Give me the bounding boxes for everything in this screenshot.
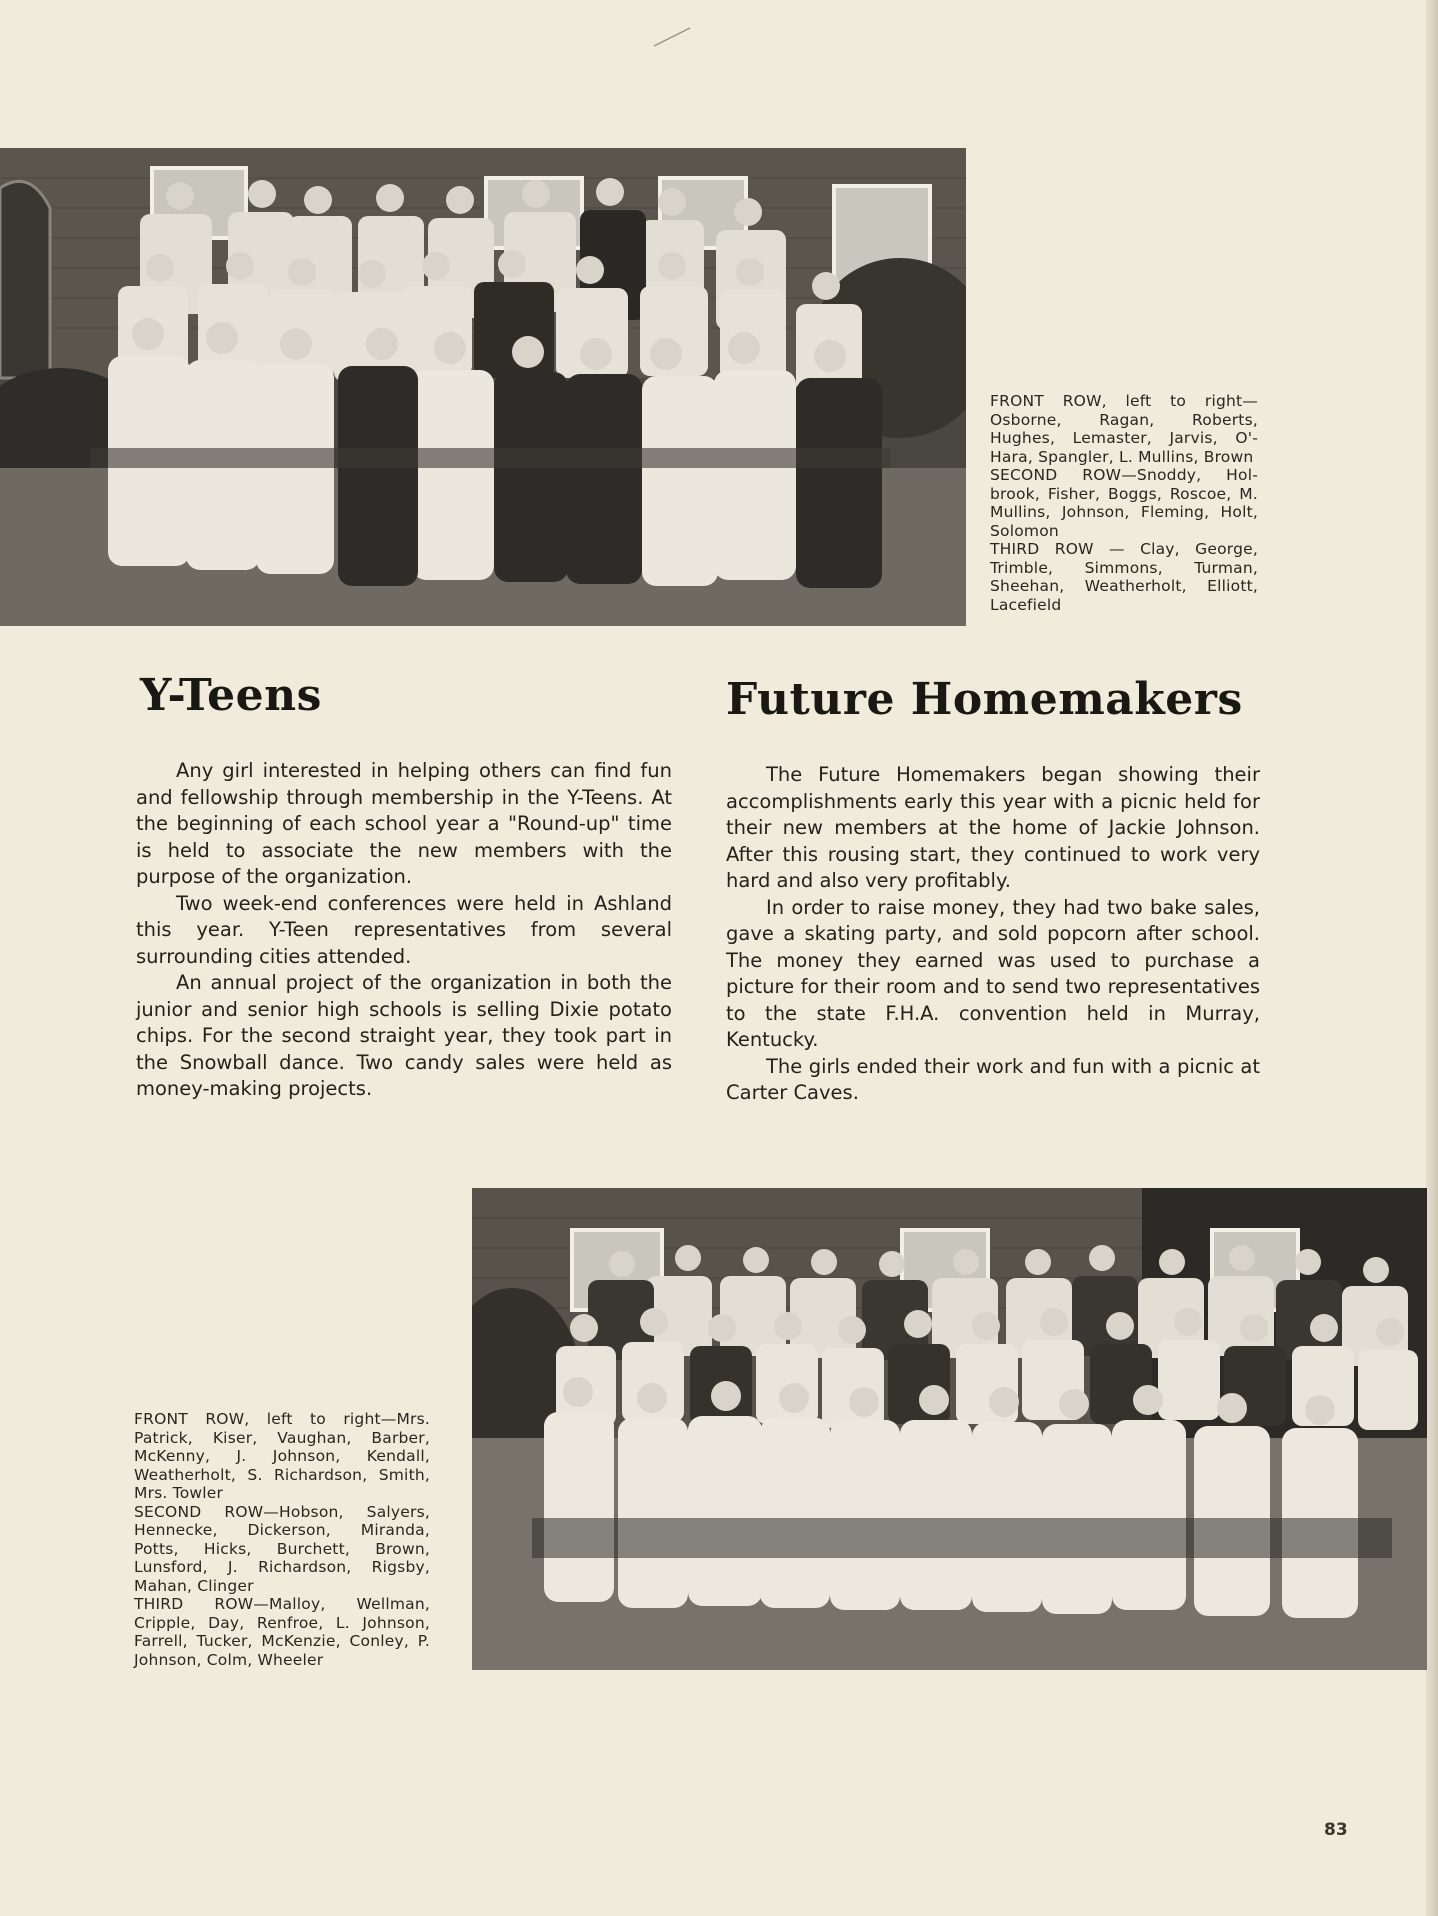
future-homemakers-article	[726, 762, 1260, 1107]
page-edge	[1426, 0, 1438, 1916]
pen-mark	[652, 26, 692, 50]
y-teens-article	[136, 758, 672, 1103]
future-homemakers-group-photo	[472, 1188, 1427, 1670]
caption-third-row: THIRD ROW — Clay, George, Trimble, Simmons, Turman, Sheehan, Weatherholt, Elliott, Lacefield	[990, 540, 1258, 614]
caption-second-row: SECOND ROW—Hobson, Salyers, Hennecke, Dickerson, Miranda, Potts, Hicks, Burchett, Brown, Lunsford, J. Richardson, Rigsby, Mahan, Clinger	[134, 1502, 430, 1595]
future-homemakers-title: Future Homemakers	[726, 674, 1243, 725]
future-homemakers-photo-illustration	[472, 1188, 1427, 1670]
future-homemakers-paragraph: The girls ended their work and fun with a picnic at Carter Caves.	[726, 1054, 1260, 1104]
future-homemakers-paragraph: In order to raise money, they had two bake sales, gave a skating party, and sold popcorn after school. The money they earned was used to purchase a picture for their room and to send two representatives to the state F.H.A. convention held in Murray, Kentucky.	[726, 895, 1260, 1051]
y-teens-paragraph: Two week-end conferences were held in Ashland this year. Y-Teen representatives from several surrounding cities attended.	[136, 891, 672, 968]
y-teens-paragraph: An annual project of the organization in both the junior and senior high schools is selling Dixie potato chips. For the second straight year, they took part in the Snowball dance. Two candy sales were held as money-making projects.	[136, 971, 672, 1100]
caption-third-row: THIRD ROW—Malloy, Wellman, Cripple, Day, Renfroe, L. Johnson, Farrell, Tucker, McKenzie, Conley, P. Johnson, Colm, Wheeler	[134, 1595, 430, 1669]
future-homemakers-photo-caption	[134, 1410, 430, 1669]
caption-front-row: FRONT ROW, left to right—Mrs. Patrick, Kiser, Vaughan, Barber, McKenny, J. Johnson, Kendall, Weatherholt, S. Richardson, Smith, Mrs. Towler	[134, 1410, 430, 1502]
future-homemakers-paragraph: The Future Homemakers began showing their accomplishments early this year with a picnic held for their new members at the home of Jackie Johnson. After this rousing start, they continued to work very hard and also very profitably.	[726, 763, 1260, 892]
y-teens-group-photo	[0, 148, 966, 626]
caption-second-row: SECOND ROW—Snoddy, Hol-brook, Fisher, Boggs, Roscoe, M. Mullins, Johnson, Fleming, Holt, Solomon	[990, 466, 1258, 540]
y-teens-photo-illustration	[0, 148, 966, 626]
page-number: 83	[1324, 1820, 1348, 1840]
y-teens-paragraph: Any girl interested in helping others can find fun and fellowship through membership in the Y-Teens. At the beginning of each school year a "Round-up" time is held to associate the new members with the purpose of the organization.	[136, 759, 672, 888]
y-teens-photo-caption	[990, 392, 1258, 614]
y-teens-title: Y-Teens	[140, 670, 322, 721]
caption-front-row: FRONT ROW, left to right—Osborne, Ragan, Roberts, Hughes, Lemaster, Jarvis, O'-Hara, Spangler, L. Mullins, Brown	[990, 392, 1258, 466]
